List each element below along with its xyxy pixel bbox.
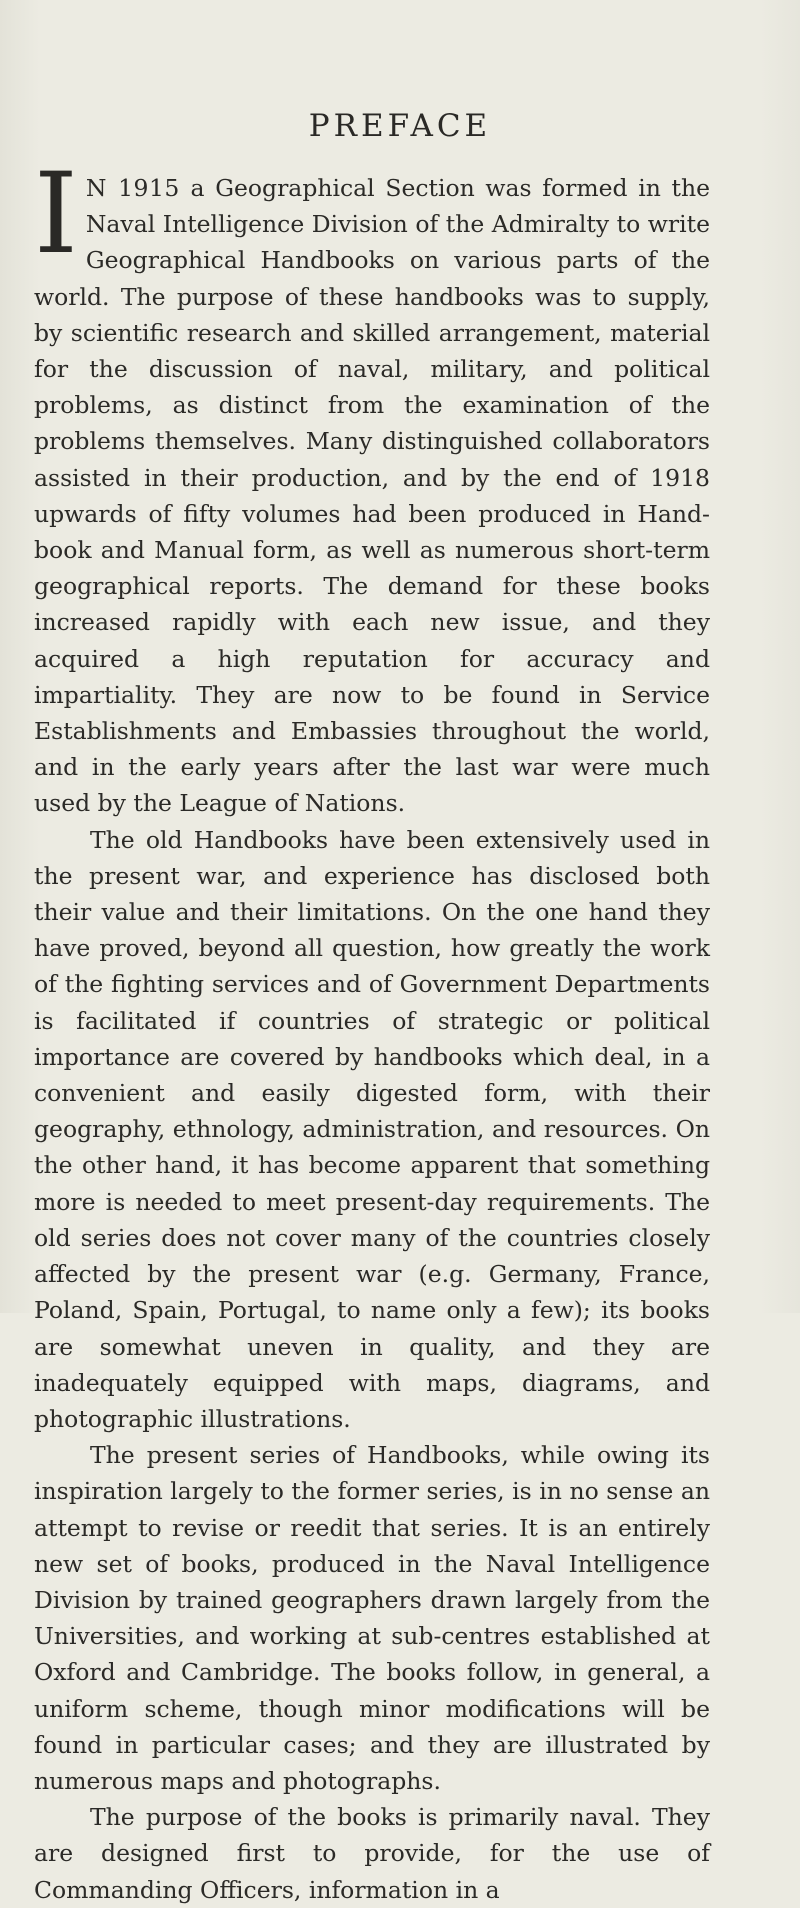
paragraph-1-lead: N 1915: [85, 174, 180, 202]
paragraph-1: [34, 150, 711, 822]
preface-body: [34, 150, 711, 1908]
paragraph-1-text: a Geographical Section was formed in the Naval Intelligence Division of the Admiralty to write Geographical Handbooks on various parts of the world. The purpose of these handbooks was to supply, by scientific research and skilled arrangement, material for the discussion of naval, military, and political problems, as distinct from the examination of the problems themselves. Many distinguished collaborators assisted in their production, and by the end of 1918 upwards of fifty volumes had been produced in Handbook and Manual form, as well as numerous short-term geographical reports. The demand for these books increased rapidly with each new issue, and they acquired a high reputation for accuracy and impartiality. They are now to be found in Service Establishments and Embassies throughout the world, and in the early years after the last war were much used by the League of Nations.: [34, 174, 711, 818]
paragraph-4: The purpose of the books is primarily naval. They are designed first to provide, for the use of Commanding Officers, information in a: [34, 1803, 710, 1904]
drop-cap: I: [34, 150, 78, 279]
paragraph-2: The old Handbooks have been extensively used in the present war, and experience has disclosed both their value and their limitations. On the one hand they have proved, beyond all question, how greatly the work of the fighting services and of Government Departments is facilitated if countries of strategic or political importance are covered by handbooks which deal, in a convenient and easily digested form, with their geography, ethnology, administration, and resources. On the other hand, it has become apparent that something more is needed to meet present-day requirements. The old series does not cover many of the countries closely affected by the present war (e.g. Germany, France, Poland, Spain, Portugal, to name only a few); its books are somewhat uneven in quality, and they are inadequately equipped with maps, diagrams, and photographic illustrations.: [34, 825, 710, 1433]
page-heading: PREFACE: [308, 108, 492, 144]
paragraph-3: The present series of Handbooks, while owing its inspiration largely to the former series, is in no sense an attempt to revise or reedit that series. It is an entirely new set of books, produced in the Naval Intelligence Division by trained geographers drawn largely from the Universities, and working at sub-centres established at Oxford and Cambridge. The books follow, in general, a uniform scheme, though minor modifications will be found in particular cases; and they are illustrated by numerous maps and photographs.: [34, 1441, 710, 1795]
